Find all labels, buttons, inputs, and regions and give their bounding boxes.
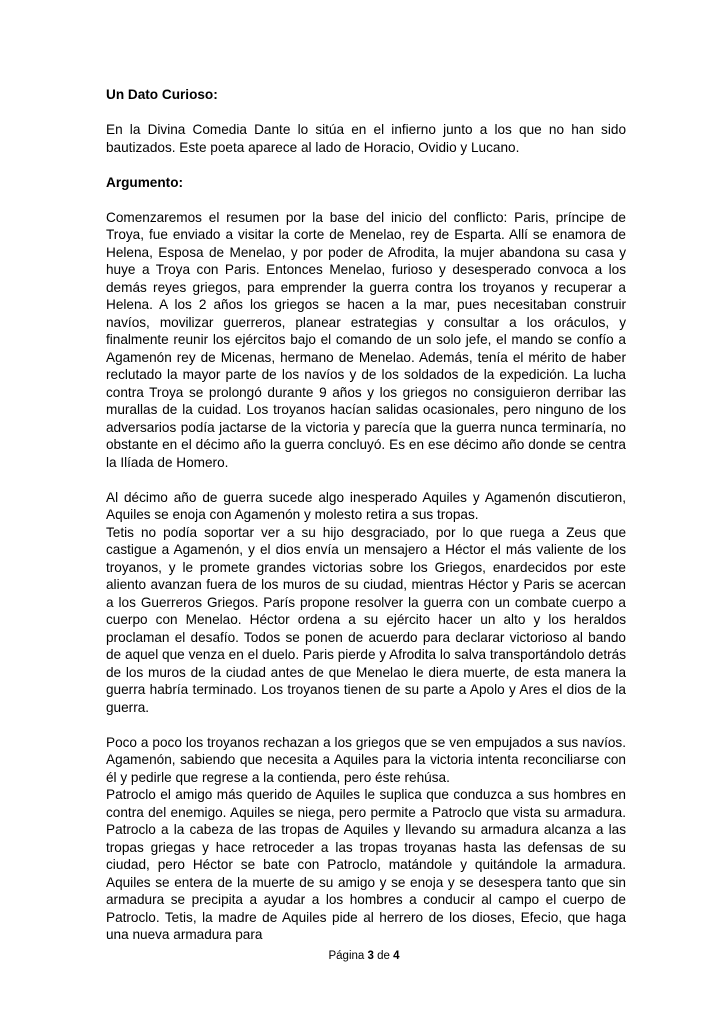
- page-current: 3: [367, 950, 374, 962]
- page-total: 4: [393, 950, 400, 962]
- page-footer: [0, 950, 728, 962]
- dato-curioso-heading: Un Dato Curioso:: [106, 87, 218, 102]
- argumento-paragraph-1: Comenzaremos el resumen por la base del inicio del conflicto: Paris, príncipe de Troya, fue enviado a visitar la corte de Menelao, rey de Esparta. Allí se enamora de Helena, Esposa de Menelao, y por poder de Afrodita, la mujer abandona su casa y huye a Troya con Paris. Entonces Menelao, furioso y desesperado convoca a los demás reyes griegos, para emprender la guerra contra los troyanos y recuperar a Helena. A los 2 años los griegos se hacen a la mar, pues necesitaban construir navíos, movilizar guerreros, planear estrategias y consultar a los oráculos, y finalmente reunir los ejércitos bajo el comando de un solo jefe, el mando se confío a Agamenón rey de Micenas, hermano de Menelao. Además, tenía el mérito de haber reclutado la mayor parte de los navíos y de los soldados de la expedición. La lucha contra Troya se prolongó durante 9 años y los griegos no consiguieron derribar las murallas de la cuidad. Los troyanos hacían salidas ocasionales, pero ninguno de los adversarios podía jactarse de la victoria y parecía que la guerra nunca terminaría, no obstante en el décimo año la guerra concluyó. Es en ese décimo año donde se centra la Ilíada de Homero.: [106, 209, 626, 470]
- argumento-paragraph-2b: Tetis no podía soportar ver a su hijo desgraciado, por lo que ruega a Zeus que castigue a Agamenón, y el dios envía un mensajero a Héctor el más valiente de los troyanos, y le promete grandes victorias sobre los Griegos, enardecidos por este aliento avanzan fuera de los muros de su ciudad, mientras Héctor y Paris se acercan a los Guerreros Griegos. París propone resolver la guerra con un combate cuerpo a cuerpo con Menelao. Héctor ordena a su ejército hacer un alto y los heraldos proclaman el desafío. Todos se ponen de acuerdo para declarar victorioso al bando de aquel que venza en el duelo. Paris pierde y Afrodita lo salva transportándolo detrás de los muros de la ciudad antes de que Menelao le diera muerte, de esta manera la guerra habría terminado. Los troyanos tienen de su parte a Apolo y Ares el dios de la guerra.: [106, 524, 626, 715]
- document-page: [106, 86, 626, 944]
- argumento-paragraph-2a: Al décimo año de guerra sucede algo inesperado Aquiles y Agamenón discutieron, Aquiles se enoja con Agamenón y molesto retira a sus tropas.: [106, 489, 626, 522]
- dato-curioso-text: En la Divina Comedia Dante lo sitúa en el infierno junto a los que no han sido bautizados. Este poeta aparece al lado de Horacio, Ovidio y Lucano.: [106, 122, 626, 155]
- argumento-heading: Argumento:: [106, 174, 184, 190]
- page-label: Página: [328, 950, 365, 962]
- argumento-paragraph-3b: Patroclo el amigo más querido de Aquiles le suplica que conduzca a sus hombres en contra del enemigo. Aquiles se niega, pero permite a Patroclo que vista su armadura. Patroclo a la cabeza de las tropas de Aquiles y llevando su armadura alcanza a las tropas griegas y hace retroceder a las tropas troyanas hasta las defensas de su ciudad, pero Héctor se bate con Patroclo, matándole y quitándole la armadura. Aquiles se entera de la muerte de su amigo y se enoja y se desespera tanto que sin armadura se precipita a ayudar a los hombres a conducir al campo el cuerpo de Patroclo. Tetis, la madre de Aquiles pide al herrero de los dioses, Efecio, que haga una nueva armadura para: [106, 787, 626, 942]
- page-sep: de: [377, 950, 390, 962]
- argumento-paragraph-3a: Poco a poco los troyanos rechazan a los griegos que se ven empujados a sus navíos. Agamenón, sabiendo que necesita a Aquiles para la victoria intenta reconciliarse con él y pedirle que regrese a la contienda, pero éste rehúsa.: [106, 734, 626, 785]
